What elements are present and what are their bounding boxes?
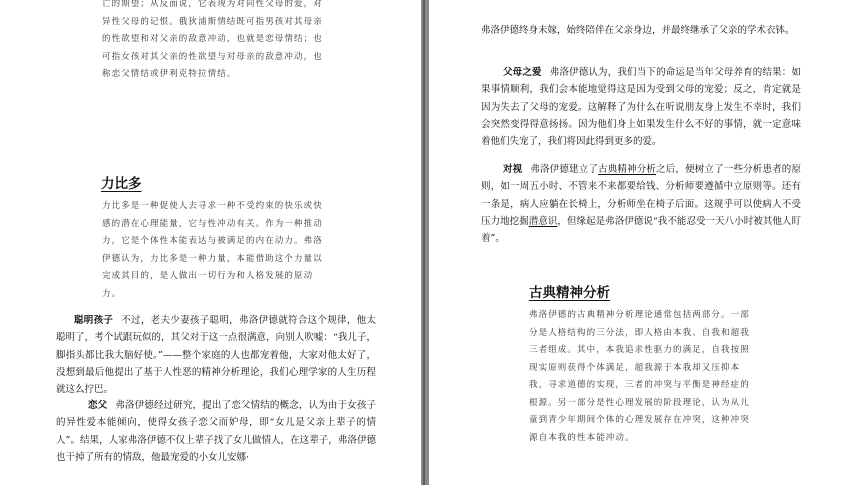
classic-psychoanalysis-link[interactable]: 古典精神分析 (598, 164, 657, 175)
subconscious-link[interactable]: 潜意识 (528, 215, 558, 227)
classic-psychoanalysis-text: 弗洛伊德的古典精神分析理论通常包括两部分。一部分是人格结构的三分法，即人格由本我、自我和超我三者组成。其中，本我追求性驱力的满足，自我按照现实原则获得个体满足，超我源于本我却又压抑本我，寻求道德的实现，三者的冲突与平衡是神经症的根源。另一部分是性心理发展的阶段理论，认为从儿童到青少年期间个体的心理发展存在冲突，这种冲突源自本我的性本能冲动。 (529, 310, 750, 443)
parents-love-label: 父母之爱 (503, 67, 542, 78)
libido-heading: 力比多 (101, 176, 142, 192)
smart-child-label: 聪明孩子 (74, 315, 114, 326)
right-page (429, 0, 852, 485)
face-text-2: 之后，便树立了一些分析患者的原则，如一周五小时、不管来不来都要给钱、分析师要遵循中立原则等。还有一条是，病人应躺在长椅上，分析师坐在椅子后面。这规乎可以使病人不受压力地挖掘 (481, 164, 801, 227)
lover-father-paragraph (56, 397, 376, 466)
left-page (0, 0, 421, 485)
face-paragraph (481, 161, 801, 247)
smart-child-paragraph (56, 312, 376, 398)
face-label: 对视 (503, 164, 523, 175)
face-text-1: 弗洛伊德建立了 (530, 164, 599, 175)
classic-psychoanalysis-heading: 古典精神分析 (529, 285, 610, 301)
oedipus-sidebar-text: 亡的期望；从反面说，它表现为对同性父母的爱，对异性父母的记恨。俄狄浦斯情结既可指男孩对其母亲的性欲望和对父亲的敌意冲动，也就是恋母情结；也可指女孩对其父亲的性欲望与对母亲的敌意冲动，也称恋父情结或伊利克特拉情结。 (102, 0, 323, 79)
libido-text: 力比多是一种促使人去寻求一种不受约束的快乐或快感的潜在心理能量，它与性冲动有关。作为一种推动力，它是个体性本能表达与被满足的内在动力。弗洛伊德认为，力比多是一种力量，本能借助这个力量以完成其目的，是人做出一切行为和人格发展的原动力。 (102, 201, 323, 299)
lover-father-label: 恋父 (88, 400, 108, 411)
page-gutter-divider (421, 0, 429, 485)
face-text-3: ，但缘起是弗洛伊德说“我不能忍受一天八小时被其他人盯着”。 (481, 215, 801, 245)
continued-text: 弗洛伊德终身未嫁，始终陪伴在父亲身边，并最终继承了父亲的学术衣钵。 (481, 25, 795, 36)
smart-child-text: 不过，老夫少妻孩子聪明，弗洛伊德就符合这个规律，他太聪明了，考个试跟玩似的，其父对于这一点很满意，向别人吹嘘：“我儿子，脚指头都比我大脑好使。”——整个家庭的人也都宠着他，大家对他太好了，没想到最后他提出了基于人性恶的精神分析理论，我们心理学家的人生历程就这么拧巴。 (56, 315, 376, 396)
lover-father-text: 弗洛伊德经过研究，提出了恋父情结的概念，认为由于女孩子的异性爱本能倾向，使得女孩子恋父而妒母，即“女儿是父亲上辈子的情人”。结果，人家弗洛伊德不仅上辈子找了女儿做情人，在这辈子，弗洛伊德也干掉了所有的情敌，他最宠爱的小女儿安娜· (56, 400, 376, 463)
parents-love-paragraph (481, 64, 801, 150)
parents-love-text: 弗洛伊德认为，我们当下的命运是当年父母养育的结果：如果事情顺利，我们会本能地觉得这是因为受到父母的宠爱；反之，肯定就是因为失去了父母的宠爱。这解释了为什么在听说朋友身上发生不幸时，我们会突然变得得意扬扬。因为他们身上如果发生什么不好的事情，就一定意味着他们失宠了，我们将因此得到更多的爱。 (481, 67, 801, 148)
